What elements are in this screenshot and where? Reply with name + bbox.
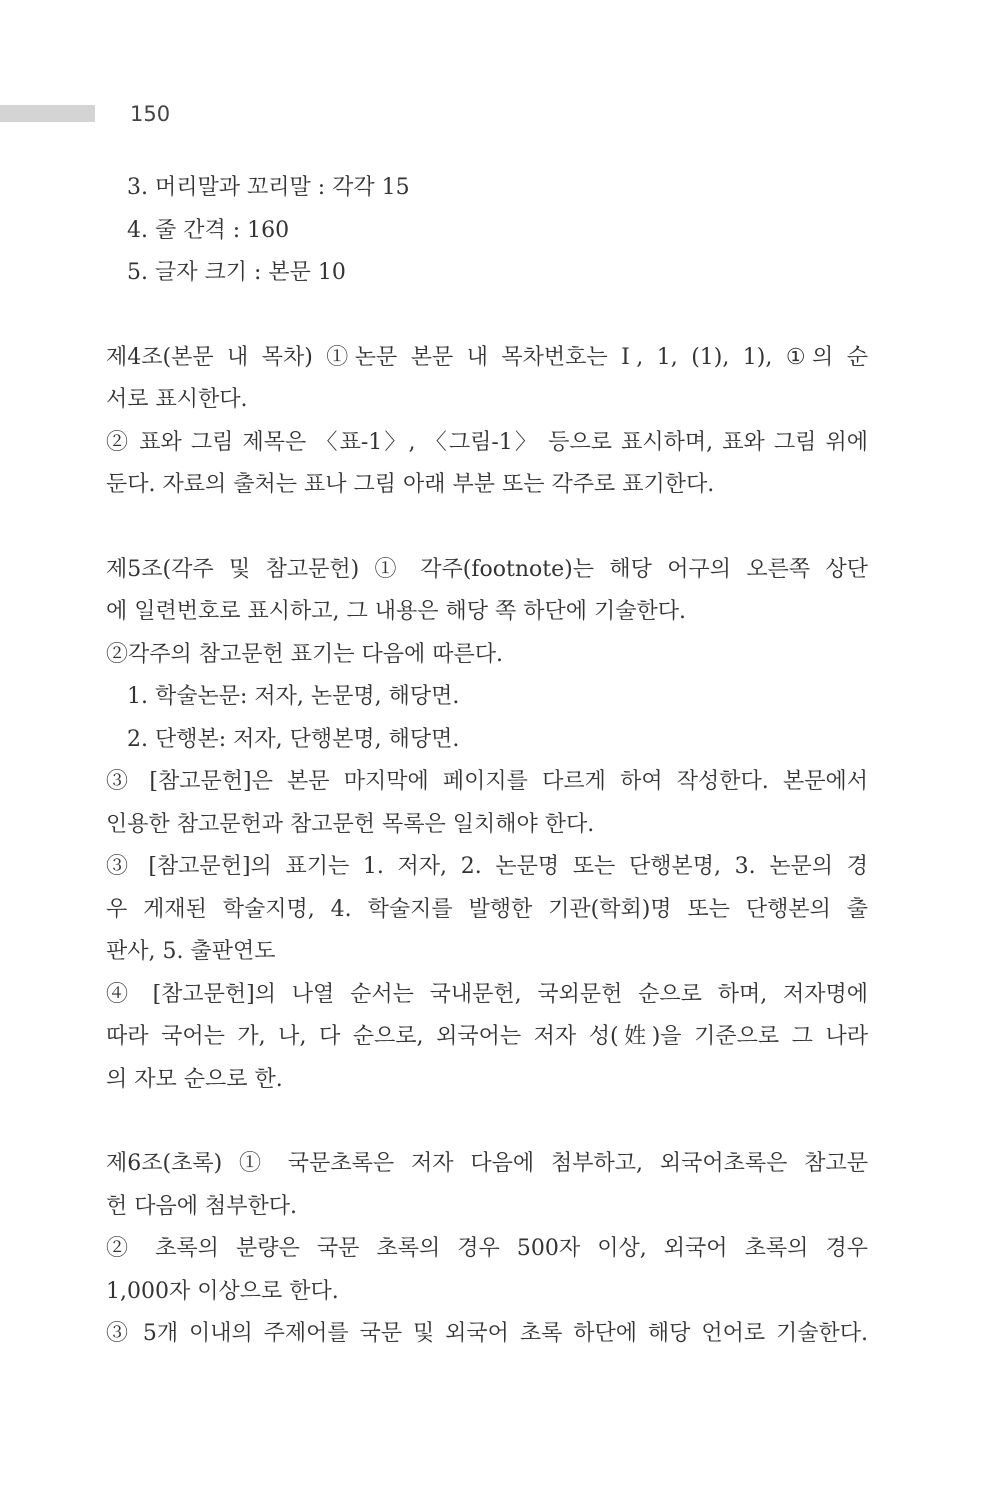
paragraph-line: ② 표와 그림 제목은 〈표-1〉, 〈그림-1〉 등으로 표시하며, 표와 그림 위에 xyxy=(106,429,868,455)
article-6 xyxy=(106,1143,868,1356)
page-number: 150 xyxy=(130,102,171,126)
paragraph-line: ③ [참고문헌]은 본문 마지막에 페이지를 다르게 하여 작성한다. 본문에서 xyxy=(106,769,868,794)
paragraph-line: 에 일련번호로 표시하고, 그 내용은 해당 쪽 하단에 기술한다. xyxy=(106,599,686,624)
list-item: 3. 머리말과 꼬리말 : 각각 15 xyxy=(127,175,410,200)
paragraph-line: 제4조(본문 내 목차) ①논문 본문 내 목차번호는 Ⅰ, 1, (1), 1), ①의 순 xyxy=(106,344,868,370)
paragraph-line: 제5조(각주 및 참고문헌) ① 각주(footnote)는 해당 어구의 오른쪽 상단 xyxy=(106,556,868,582)
paragraph-line: 제6조(초록) ① 국문초록은 저자 다음에 첨부하고, 외국어초록은 참고문 xyxy=(106,1151,868,1176)
article-5 xyxy=(106,549,868,1102)
article-4 xyxy=(106,337,868,507)
paragraph-line: ② 초록의 분량은 국문 초록의 경우 500자 이상, 외국어 초록의 경우 xyxy=(106,1236,868,1261)
paragraph-line: ③ [참고문헌]의 표기는 1. 저자, 2. 논문명 또는 단행본명, 3. 논문의 경 xyxy=(106,854,868,879)
spacer xyxy=(106,507,868,549)
paragraph-line: 헌 다음에 첨부한다. xyxy=(106,1193,297,1219)
paragraph-line: 의 자모 순으로 한. xyxy=(106,1066,283,1092)
paragraph-line: 판사, 5. 출판연도 xyxy=(106,939,276,964)
paragraph-line: 우 게재된 학술지명, 4. 학술지를 발행한 기관(학회)명 또는 단행본의 출 xyxy=(106,896,868,922)
list-item: 1. 학술논문: 저자, 논문명, 해당면. xyxy=(127,684,460,709)
paragraph-line: 1,000자 이상으로 한다. xyxy=(106,1278,339,1304)
list-item: 5. 글자 크기 : 본문 10 xyxy=(127,260,346,285)
paragraph-line: 둔다. 자료의 출처는 표나 그림 아래 부분 또는 각주로 표기한다. xyxy=(106,472,715,497)
spacer xyxy=(106,295,868,337)
paragraph-line: ②각주의 참고문헌 표기는 다음에 따른다. xyxy=(106,641,503,667)
list-item: 2. 단행본: 저자, 단행본명, 해당면. xyxy=(127,726,460,752)
spacer xyxy=(106,1101,868,1143)
formatting-list xyxy=(106,167,868,295)
list-item: 4. 줄 간격 : 160 xyxy=(127,217,290,243)
paragraph-line: 서로 표시한다. xyxy=(106,387,248,412)
paragraph-line: ③ 5개 이내의 주제어를 국문 및 외국어 초록 하단에 해당 언어로 기술한다. xyxy=(106,1321,868,1346)
paragraph-line: 따라 국어는 가, 나, 다 순으로, 외국어는 저자 성(姓)을 기준으로 그 나라 xyxy=(106,1024,868,1049)
page-body xyxy=(106,167,868,1356)
header-bar xyxy=(0,105,95,122)
paragraph-line: ④ [참고문헌]의 나열 순서는 국내문헌, 국외문헌 순으로 하며, 저자명에 xyxy=(106,981,868,1007)
paragraph-line: 인용한 참고문헌과 참고문헌 목록은 일치해야 한다. xyxy=(106,811,595,837)
